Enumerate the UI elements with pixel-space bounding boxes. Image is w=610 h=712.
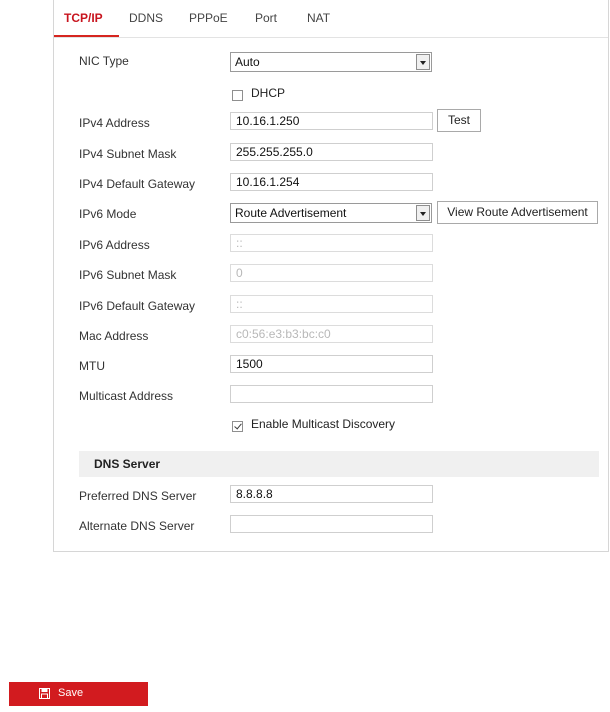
- ipv6-mode-value: Route Advertisement: [235, 206, 347, 220]
- dns-server-section-header: [79, 451, 599, 477]
- multicast-address-input[interactable]: [230, 385, 433, 403]
- nic-type-label: NIC Type: [79, 54, 129, 68]
- tab-nat[interactable]: NAT: [307, 11, 331, 25]
- save-label: Save: [58, 687, 84, 699]
- active-tab-underline: [54, 35, 119, 37]
- enable-multicast-discovery-checkbox[interactable]: [232, 421, 243, 432]
- ipv4-default-gateway-label: IPv4 Default Gateway: [79, 177, 196, 191]
- ipv6-mode-select[interactable]: [230, 203, 432, 223]
- mac-address-label: Mac Address: [79, 329, 149, 343]
- save-button[interactable]: [9, 682, 148, 706]
- mtu-label: MTU: [79, 359, 105, 373]
- mac-address-input: [230, 325, 433, 343]
- tab-bar: [54, 0, 608, 38]
- ipv6-subnet-mask-label: IPv6 Subnet Mask: [79, 268, 177, 282]
- dhcp-checkbox[interactable]: [232, 90, 243, 101]
- preferred-dns-input[interactable]: [230, 485, 433, 503]
- ipv4-address-label: IPv4 Address: [79, 116, 150, 130]
- ipv6-address-label: IPv6 Address: [79, 238, 150, 252]
- enable-multicast-discovery-label: Enable Multicast Discovery: [251, 417, 396, 431]
- view-route-advertisement-button[interactable]: View Route Advertisement: [437, 201, 598, 224]
- nic-type-value: Auto: [235, 55, 260, 69]
- ipv6-default-gateway-label: IPv6 Default Gateway: [79, 299, 196, 313]
- ipv4-subnet-mask-input[interactable]: [230, 143, 433, 161]
- ipv6-address-input: [230, 234, 433, 252]
- preferred-dns-label: Preferred DNS Server: [79, 489, 197, 503]
- dns-server-title: DNS Server: [94, 457, 161, 471]
- tab-tcpip[interactable]: TCP/IP: [64, 11, 103, 25]
- tab-pppoe[interactable]: PPPoE: [189, 11, 228, 25]
- chevron-down-icon: [416, 54, 430, 70]
- ipv6-default-gateway-input: [230, 295, 433, 313]
- floppy-disk-icon: [39, 688, 50, 699]
- mtu-input[interactable]: [230, 355, 433, 373]
- nic-type-select[interactable]: [230, 52, 432, 72]
- ipv6-subnet-mask-input: [230, 264, 433, 282]
- ipv4-default-gateway-input[interactable]: [230, 173, 433, 191]
- alternate-dns-input[interactable]: [230, 515, 433, 533]
- tab-port[interactable]: Port: [255, 11, 278, 25]
- multicast-address-label: Multicast Address: [79, 389, 174, 403]
- alternate-dns-label: Alternate DNS Server: [79, 519, 195, 533]
- tcpip-settings-panel: [53, 0, 609, 552]
- chevron-down-icon: [416, 205, 430, 221]
- tab-ddns[interactable]: DDNS: [129, 11, 164, 25]
- ipv4-address-input[interactable]: [230, 112, 433, 130]
- test-button[interactable]: Test: [437, 109, 481, 132]
- ipv6-mode-label: IPv6 Mode: [79, 207, 137, 221]
- ipv4-subnet-mask-label: IPv4 Subnet Mask: [79, 147, 177, 161]
- dhcp-label: DHCP: [251, 86, 286, 100]
